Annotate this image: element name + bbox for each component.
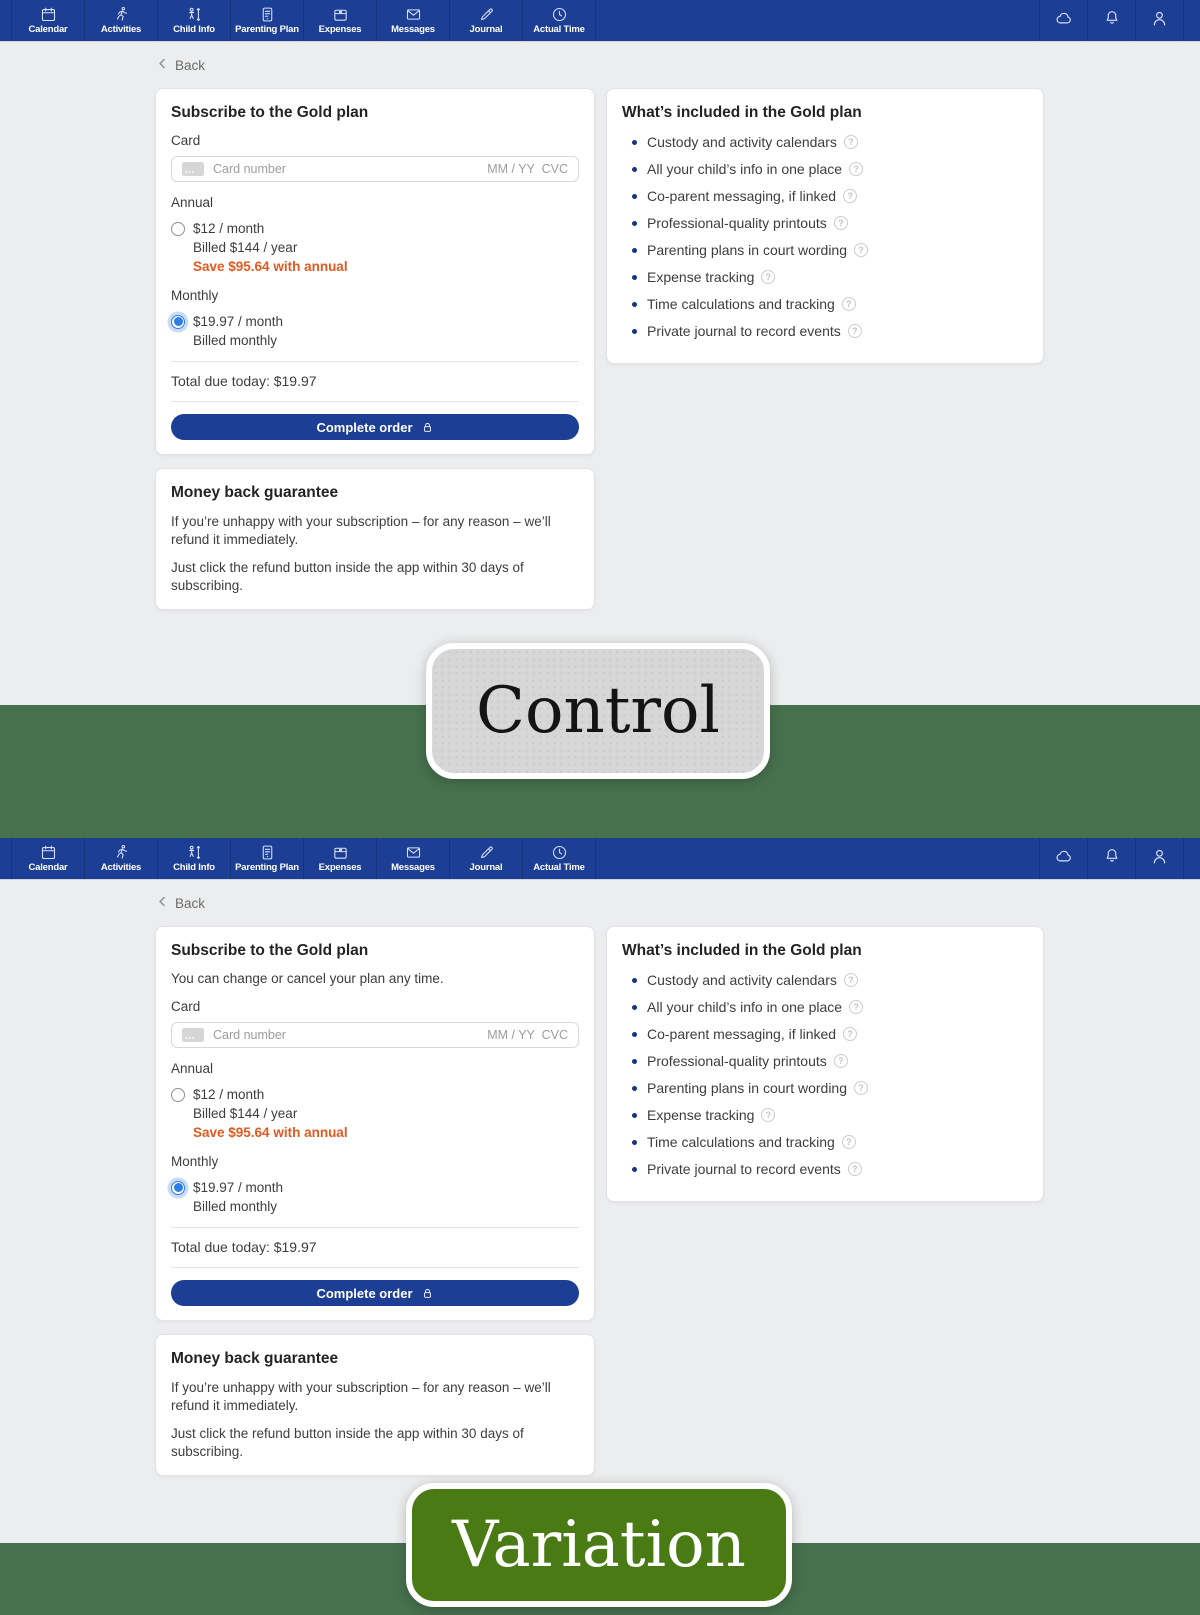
guarantee-title: Money back guarantee <box>171 1350 339 1367</box>
included-list <box>622 133 1028 340</box>
total-due-line: Total due today: $19.97 <box>171 373 317 389</box>
back-link[interactable] <box>156 895 205 911</box>
monthly-group-label: Monthly <box>171 1154 219 1169</box>
list-item <box>632 268 1028 286</box>
card-number-placeholder: Card number <box>213 162 286 176</box>
included-card <box>606 926 1044 1202</box>
lock-icon <box>421 421 434 434</box>
running-icon <box>113 844 130 861</box>
list-item-label: Professional-quality printouts <box>647 215 827 231</box>
top-navbar <box>0 0 1200 42</box>
nav-items <box>11 838 596 879</box>
notifications-button[interactable] <box>1087 838 1135 879</box>
annual-price: $12 / month <box>193 1087 265 1102</box>
chevron-left-icon <box>156 57 169 73</box>
cash-box-icon <box>332 6 349 23</box>
list-item <box>632 1160 1028 1178</box>
top-navbar <box>0 838 1200 880</box>
document-icon <box>259 844 276 861</box>
complete-order-label: Complete order <box>316 419 413 435</box>
cash-box-icon <box>332 844 349 861</box>
guarantee-title: Money back guarantee <box>171 484 339 501</box>
help-icon[interactable] <box>834 1054 848 1068</box>
variation-screenshot <box>0 838 1200 1543</box>
nav-item-journal[interactable] <box>449 0 522 41</box>
card-number-placeholder: Card number <box>213 1028 286 1042</box>
nav-item-label: Actual Time <box>533 24 585 36</box>
nav-items <box>11 0 596 41</box>
help-icon[interactable] <box>848 324 862 338</box>
list-item-label: Private journal to record events <box>647 323 841 339</box>
control-screenshot <box>0 0 1200 705</box>
back-link[interactable] <box>156 57 205 73</box>
list-item <box>632 998 1028 1016</box>
bell-icon <box>1103 9 1121 32</box>
monthly-billed: Billed monthly <box>193 1199 278 1214</box>
calendar-icon <box>40 844 57 861</box>
help-icon[interactable] <box>842 1135 856 1149</box>
complete-order-button[interactable] <box>171 1280 579 1306</box>
nav-item-calendar[interactable] <box>11 838 84 879</box>
notifications-button[interactable] <box>1087 0 1135 41</box>
calendar-icon <box>40 6 57 23</box>
subscribe-card <box>155 926 595 1321</box>
help-icon[interactable] <box>844 973 858 987</box>
nav-item-label: Messages <box>391 862 435 874</box>
help-icon[interactable] <box>849 162 863 176</box>
monthly-price: $19.97 / month <box>193 1180 284 1195</box>
child-height-icon <box>186 6 203 23</box>
help-icon[interactable] <box>843 189 857 203</box>
clock-icon <box>551 844 568 861</box>
nav-item-parenting-plan[interactable] <box>230 838 303 879</box>
guarantee-line2: Just click the refund button inside the app within 30 days of subscribing. <box>171 560 524 593</box>
nav-item-parenting-plan[interactable] <box>230 0 303 41</box>
nav-item-label: Expenses <box>318 24 362 36</box>
credit-card-icon <box>182 1028 204 1042</box>
divider <box>171 401 579 402</box>
nav-item-label: Child Info <box>173 24 215 36</box>
nav-item-label: Calendar <box>28 24 68 36</box>
included-card <box>606 88 1044 364</box>
included-title: What’s included in the Gold plan <box>622 942 862 959</box>
list-item <box>632 1052 1028 1070</box>
nav-item-expenses[interactable] <box>303 838 376 879</box>
lock-icon <box>421 1287 434 1300</box>
nav-item-label: Journal <box>469 24 503 36</box>
subscribe-card <box>155 88 595 455</box>
nav-item-label: Actual Time <box>533 862 585 874</box>
envelope-icon <box>405 6 422 23</box>
nav-item-label: Child Info <box>173 862 215 874</box>
help-icon[interactable] <box>849 1000 863 1014</box>
included-list <box>622 971 1028 1178</box>
clock-icon <box>551 6 568 23</box>
guarantee-line1: If you’re unhappy with your subscription – for any reason – we’ll refund it immediately. <box>171 1380 551 1413</box>
list-item <box>632 241 1028 259</box>
help-icon[interactable] <box>842 297 856 311</box>
list-item-label: Co-parent messaging, if linked <box>647 1026 837 1042</box>
list-item-label: Custody and activity calendars <box>647 134 837 150</box>
radio-unchecked-icon <box>171 1088 185 1102</box>
nav-item-label: Activities <box>100 862 142 874</box>
annual-save-note: Save $95.64 with annual <box>193 1125 348 1140</box>
expiry-cvc-placeholder: MM / YY CVC <box>487 162 568 176</box>
list-item <box>632 160 1028 178</box>
guarantee-line1: If you’re unhappy with your subscription – for any reason – we’ll refund it immediately. <box>171 514 551 547</box>
list-item <box>632 971 1028 989</box>
nav-right-icons <box>1039 838 1184 879</box>
chevron-left-icon <box>156 895 169 911</box>
help-icon[interactable] <box>761 1108 775 1122</box>
list-item <box>632 214 1028 232</box>
nav-item-actual-time[interactable] <box>522 0 595 41</box>
help-icon[interactable] <box>854 1081 868 1095</box>
profile-button[interactable] <box>1135 0 1183 41</box>
guarantee-card <box>155 1334 595 1476</box>
card-number-input[interactable] <box>171 1022 579 1048</box>
help-icon[interactable] <box>844 135 858 149</box>
list-item-label: Professional-quality printouts <box>647 1053 827 1069</box>
guarantee-line2: Just click the refund button inside the app within 30 days of subscribing. <box>171 1426 524 1459</box>
list-item <box>632 322 1028 340</box>
monthly-radio-option[interactable] <box>171 1178 579 1197</box>
envelope-icon <box>405 844 422 861</box>
help-icon[interactable] <box>854 243 868 257</box>
nav-item-label: Activities <box>100 24 142 36</box>
nav-item-activities[interactable] <box>84 838 157 879</box>
nav-item-label: Parenting Plan <box>235 862 299 874</box>
nav-item-child-info[interactable] <box>157 838 230 879</box>
nav-right-icons <box>1039 0 1184 41</box>
radio-checked-icon <box>171 1181 185 1195</box>
child-height-icon <box>186 844 203 861</box>
list-item-label: Expense tracking <box>647 269 755 285</box>
nav-item-label: Messages <box>391 24 435 36</box>
card-number-input[interactable] <box>171 156 579 182</box>
subscribe-title: Subscribe to the Gold plan <box>171 942 369 959</box>
bell-icon <box>1103 847 1121 870</box>
monthly-radio-option[interactable] <box>171 312 579 331</box>
pen-icon <box>478 844 495 861</box>
nav-item-actual-time[interactable] <box>522 838 595 879</box>
credit-card-icon <box>182 162 204 176</box>
included-title: What’s included in the Gold plan <box>622 104 862 121</box>
cloud-icon <box>1054 9 1073 33</box>
annual-group-label: Annual <box>171 195 214 210</box>
list-item <box>632 187 1028 205</box>
pen-icon <box>478 6 495 23</box>
variation-badge: Variation <box>406 1483 792 1607</box>
cancel-anytime-note: You can change or cancel your plan any time. <box>171 971 444 986</box>
complete-order-button[interactable] <box>171 414 579 440</box>
nav-item-label: Calendar <box>28 862 68 874</box>
nav-item-journal[interactable] <box>449 838 522 879</box>
list-item-label: Co-parent messaging, if linked <box>647 188 837 204</box>
help-icon[interactable] <box>843 1027 857 1041</box>
list-item-label: Parenting plans in court wording <box>647 1080 848 1096</box>
subscribe-title: Subscribe to the Gold plan <box>171 104 369 121</box>
card-field-label: Card <box>171 133 201 148</box>
list-item <box>632 1106 1028 1124</box>
help-icon[interactable] <box>761 270 775 284</box>
list-item <box>632 133 1028 151</box>
help-icon[interactable] <box>834 216 848 230</box>
list-item-label: All your child’s info in one place <box>647 161 843 177</box>
card-field-label: Card <box>171 999 201 1014</box>
total-due-line: Total due today: $19.97 <box>171 1239 317 1255</box>
list-item-label: Parenting plans in court wording <box>647 242 848 258</box>
annual-billed: Billed $144 / year <box>193 240 298 255</box>
sync-button[interactable] <box>1039 0 1087 41</box>
back-label: Back <box>175 895 206 911</box>
monthly-price: $19.97 / month <box>193 314 284 329</box>
nav-item-label: Parenting Plan <box>235 24 299 36</box>
cloud-icon <box>1054 847 1073 871</box>
list-item <box>632 295 1028 313</box>
document-icon <box>259 6 276 23</box>
nav-item-label: Expenses <box>318 862 362 874</box>
back-label: Back <box>175 57 206 73</box>
monthly-group-label: Monthly <box>171 288 219 303</box>
annual-group-label: Annual <box>171 1061 214 1076</box>
radio-checked-icon <box>171 315 185 329</box>
profile-icon <box>1150 9 1169 33</box>
list-item <box>632 1079 1028 1097</box>
nav-item-messages[interactable] <box>376 0 449 41</box>
list-item-label: Custody and activity calendars <box>647 972 837 988</box>
annual-radio-option[interactable] <box>171 1085 579 1104</box>
nav-item-activities[interactable] <box>84 0 157 41</box>
nav-item-child-info[interactable] <box>157 0 230 41</box>
radio-unchecked-icon <box>171 222 185 236</box>
guarantee-card <box>155 468 595 610</box>
sync-button[interactable] <box>1039 838 1087 879</box>
annual-billed: Billed $144 / year <box>193 1106 298 1121</box>
annual-price: $12 / month <box>193 221 265 236</box>
help-icon[interactable] <box>848 1162 862 1176</box>
nav-item-expenses[interactable] <box>303 0 376 41</box>
list-item-label: Time calculations and tracking <box>647 296 835 312</box>
list-item-label: Time calculations and tracking <box>647 1134 835 1150</box>
monthly-billed: Billed monthly <box>193 333 278 348</box>
list-item-label: All your child’s info in one place <box>647 999 843 1015</box>
complete-order-label: Complete order <box>316 1285 413 1301</box>
list-item-label: Expense tracking <box>647 1107 755 1123</box>
nav-item-label: Journal <box>469 862 503 874</box>
annual-radio-option[interactable] <box>171 219 579 238</box>
profile-button[interactable] <box>1135 838 1183 879</box>
running-icon <box>113 6 130 23</box>
list-item <box>632 1025 1028 1043</box>
nav-item-messages[interactable] <box>376 838 449 879</box>
control-badge: Control <box>426 643 770 779</box>
list-item-label: Private journal to record events <box>647 1161 841 1177</box>
divider <box>171 361 579 362</box>
expiry-cvc-placeholder: MM / YY CVC <box>487 1028 568 1042</box>
annual-save-note: Save $95.64 with annual <box>193 259 348 274</box>
profile-icon <box>1150 847 1169 871</box>
divider <box>171 1267 579 1268</box>
divider <box>171 1227 579 1228</box>
nav-item-calendar[interactable] <box>11 0 84 41</box>
list-item <box>632 1133 1028 1151</box>
